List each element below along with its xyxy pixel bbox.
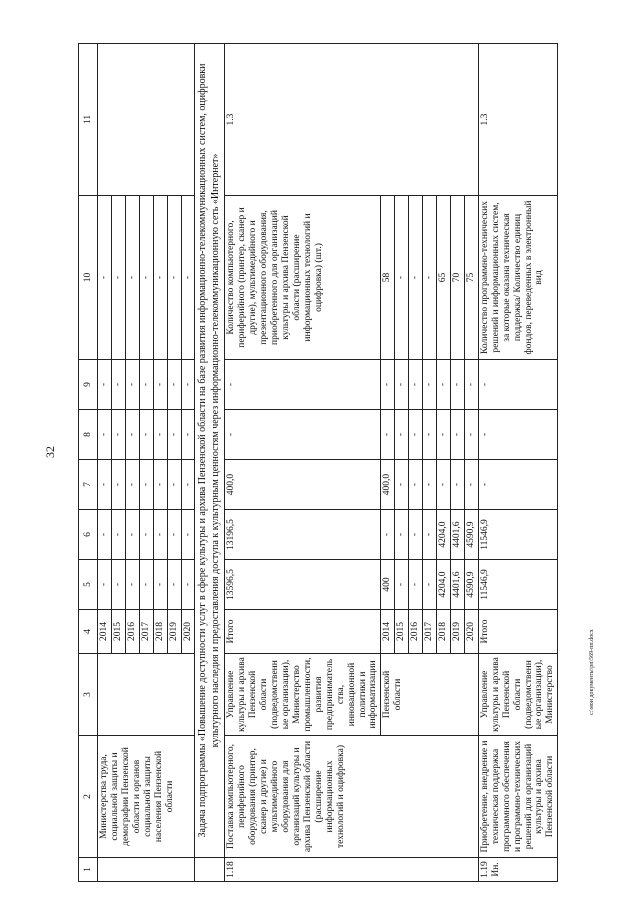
value-cell: - (395, 560, 409, 610)
indicator-value-cell: 65 (437, 196, 451, 360)
year-cell: 2017 (139, 610, 153, 654)
value-cell: - (139, 410, 153, 460)
value-cell: 4204,0 (437, 560, 451, 610)
activity-name: Приобретение, внедрение и техническая поддержка программного обеспечения и программно-технических решений для организаций культуры и архива Пензенской области (478, 736, 557, 858)
indicator-value-cell: 58 (381, 196, 395, 360)
indicator-value-cell: - (98, 196, 112, 360)
indicator-value-cell: - (395, 196, 409, 360)
value-cell: - (395, 410, 409, 460)
value-cell: - (395, 460, 409, 510)
value-cell: - (381, 360, 395, 410)
value-cell: - (98, 410, 112, 460)
value-cell: - (395, 510, 409, 560)
year-cell: 2015 (395, 610, 409, 654)
table-row (478, 44, 557, 882)
value-cell: - (450, 460, 464, 510)
value-cell: - (437, 410, 451, 460)
value-cell: - (225, 360, 381, 410)
row-number: 1.18 (225, 858, 478, 882)
year-cell: 2014 (381, 610, 395, 654)
value-cell: 400 (381, 560, 395, 610)
indicator-value-cell: 70 (450, 196, 464, 360)
header-col-1: 1 (79, 858, 98, 882)
value-cell: - (125, 560, 139, 610)
value-cell: - (409, 410, 423, 460)
value-cell: - (125, 510, 139, 560)
value-cell: - (464, 460, 478, 510)
value-cell: - (111, 510, 125, 560)
value-cell: - (153, 560, 167, 610)
value-cell: - (381, 510, 395, 560)
indicator-value-cell: - (181, 196, 195, 360)
top-executor-text: Министерства труда, социальной защиты и демографии Пензенской области и органов социальной защиты населения Пензенской области (98, 736, 195, 858)
value-cell: 4401,6 (450, 560, 464, 610)
value-cell: - (98, 460, 112, 510)
value-cell: - (125, 410, 139, 460)
value-cell: - (423, 410, 437, 460)
value-cell: 11546,9 (478, 510, 557, 560)
value-cell: - (125, 360, 139, 410)
value-cell: - (139, 560, 153, 610)
value-cell: - (225, 410, 381, 460)
value-cell: - (111, 410, 125, 460)
value-cell: - (167, 360, 181, 410)
executor-text-continued: Пензенской области (381, 654, 478, 736)
value-cell: 11546,9 (478, 560, 557, 610)
value-cell: - (409, 560, 423, 610)
value-cell: - (167, 460, 181, 510)
value-cell: - (111, 360, 125, 410)
value-cell: 13196,5 (225, 510, 381, 560)
header-col-6: 6 (79, 510, 98, 560)
value-cell: - (450, 410, 464, 460)
header-col-9: 9 (79, 360, 98, 410)
indicator-value-cell: 75 (464, 196, 478, 360)
value-cell: 4401,6 (450, 510, 464, 560)
year-cell: 2015 (111, 610, 125, 654)
footer-file-path: c:\мои документы\рп\569-пп.docx (589, 629, 595, 715)
value-cell: - (98, 560, 112, 610)
value-cell: - (409, 360, 423, 410)
value-cell: - (139, 510, 153, 560)
value-cell: - (181, 360, 195, 410)
program-activities-table (78, 43, 558, 882)
value-cell: - (139, 460, 153, 510)
top-col1-cell (98, 858, 195, 882)
indicator-text: Количество компьютерного, периферийного (принтер, сканер и другие), мультимедийного и презентационного оборудования, приобретенного для организаций культуры и архива Пензенской области (расширение информационных технологий и оцифровка) (шт.) (225, 196, 381, 360)
value-cell: - (395, 360, 409, 410)
indicator-value-cell: - (125, 196, 139, 360)
value-cell: - (111, 560, 125, 610)
indicator-text: Количество программно-технических решений и информационных систем, за которые оказана техническая поддержка/ Количество единиц фондов, переведенных в электронный вид (478, 196, 557, 360)
year-cell: 2019 (167, 610, 181, 654)
indicator-code: 1.3 (478, 44, 557, 196)
row-number: 1.19 Ин. (478, 858, 557, 882)
indicator-value-cell: - (423, 196, 437, 360)
value-cell: 4204,0 (437, 510, 451, 560)
rotated-table-container (78, 44, 602, 882)
value-cell: - (437, 360, 451, 410)
indicator-value-cell: - (409, 196, 423, 360)
value-cell: 4590,9 (464, 510, 478, 560)
value-cell: - (423, 510, 437, 560)
header-col-11: 11 (79, 44, 98, 196)
value-cell: 400,0 (225, 460, 381, 510)
year-cell: Итого (225, 610, 381, 654)
indicator-code: 1.3 (225, 44, 478, 196)
year-cell: 2020 (181, 610, 195, 654)
value-cell: 4590,9 (464, 560, 478, 610)
header-col-7: 7 (79, 460, 98, 510)
year-cell: 2014 (98, 610, 112, 654)
header-col-8: 8 (79, 410, 98, 460)
value-cell: - (181, 460, 195, 510)
value-cell: - (167, 560, 181, 610)
value-cell: - (437, 460, 451, 510)
value-cell: - (478, 410, 557, 460)
indicator-value-cell: - (167, 196, 181, 360)
value-cell: - (464, 410, 478, 460)
value-cell: - (125, 460, 139, 510)
value-cell: - (464, 360, 478, 410)
task-heading-row (195, 44, 225, 882)
value-cell: - (98, 510, 112, 560)
indicator-value-cell: - (153, 196, 167, 360)
year-cell: 2017 (423, 610, 437, 654)
value-cell: 13596,5 (225, 560, 381, 610)
header-col-3: 3 (79, 654, 98, 736)
value-cell: - (409, 510, 423, 560)
year-cell: 2016 (125, 610, 139, 654)
year-cell: 2019 (450, 610, 464, 654)
year-cell: Итого (478, 610, 557, 654)
table-row (225, 44, 381, 882)
value-cell: - (167, 410, 181, 460)
table-row (98, 44, 112, 882)
executor-text: Управление культуры и архива Пензенской области (подведомственные организации), Министерство (478, 654, 557, 736)
value-cell: - (450, 360, 464, 410)
year-cell: 2016 (409, 610, 423, 654)
header-row (79, 44, 98, 882)
value-cell: - (111, 460, 125, 510)
year-cell: 2018 (437, 610, 451, 654)
value-cell: - (153, 510, 167, 560)
value-cell: - (153, 460, 167, 510)
executor-text: Управление культуры и архива Пензенской области (подведомственные организации), Министерство промышленности, развития предпринимательства, инновационной политики и информатизации (225, 654, 381, 736)
header-col-5: 5 (79, 560, 98, 610)
header-col-2: 2 (79, 736, 98, 858)
indicator-value-cell: - (139, 196, 153, 360)
value-cell: - (181, 510, 195, 560)
header-col-4: 4 (79, 610, 98, 654)
value-cell: - (167, 510, 181, 560)
value-cell: - (153, 360, 167, 410)
top-col3-cell (98, 654, 195, 736)
value-cell: - (181, 560, 195, 610)
subprogram-task-heading: Задача подпрограммы «Повышение доступности услуг в сфере культуры и архива Пензенской области на базе развития информационно-телекоммуникационных систем, оцифровки культурного наследия и предоставления доступа к культурным ценностям через информационно-телекоммуникационную сеть «Интернет» (195, 44, 225, 858)
value-cell: - (423, 460, 437, 510)
page-number: 32 (43, 446, 57, 458)
value-cell: - (98, 360, 112, 410)
year-cell: 2020 (464, 610, 478, 654)
value-cell: - (423, 360, 437, 410)
activity-name: Поставка компьютерного, периферийного оборудования (принтер, сканер и другие) и мультимедийного оборудования для организаций культуры и архива Пензенской области (расширение информационных технологий и оцифровка) (225, 736, 478, 858)
top-col11-cell (98, 44, 195, 196)
year-cell: 2018 (153, 610, 167, 654)
value-cell: 400,0 (381, 460, 395, 510)
task-col1-cell (195, 858, 225, 882)
value-cell: - (181, 410, 195, 460)
value-cell: - (423, 560, 437, 610)
value-cell: - (409, 460, 423, 510)
indicator-value-cell: - (111, 196, 125, 360)
value-cell: - (139, 360, 153, 410)
header-col-10: 10 (79, 196, 98, 360)
value-cell: - (478, 360, 557, 410)
value-cell: - (381, 410, 395, 460)
value-cell: - (478, 460, 557, 510)
value-cell: - (153, 410, 167, 460)
